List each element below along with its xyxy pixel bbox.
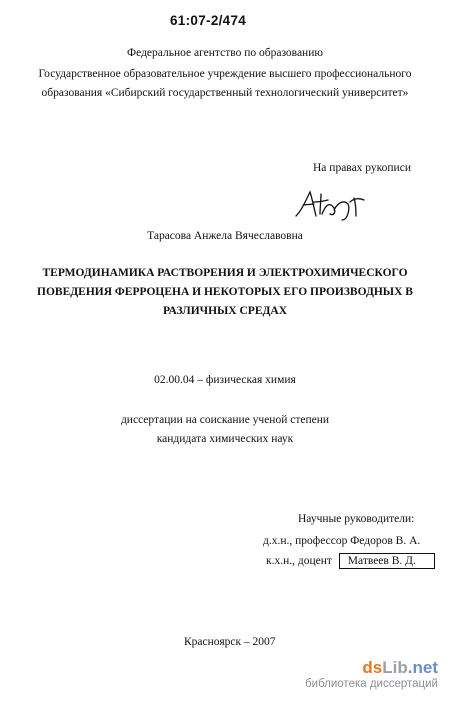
reference-number: 61:07-2/474 [170,13,247,28]
watermark-subtitle: библиотека диссертаций [305,678,438,690]
watermark [305,659,438,691]
supervisors-label: Научные руководители: [298,513,415,525]
title-line: РАЗЛИЧНЫХ СРЕДАХ [162,305,288,317]
institution-line-2: образования «Сибирский государственный технологический университет» [41,87,409,99]
title-line: ПОВЕДЕНИЯ ФЕРРОЦЕНА И НЕКОТОРЫХ ЕГО ПРОИЗВОДНЫХ В [37,286,413,298]
degree-line: кандидата химических наук [156,433,294,445]
city-year: Красноярск – 2007 [184,636,276,648]
author-name: Тарасова Анжела Вячеславовна [147,230,303,242]
supervisor-1: д.х.н., профессор Федоров В. А. [263,535,421,547]
handwritten-signature [290,186,374,222]
supervisor-2 [266,553,435,569]
agency-line: Федеральное агентство по образованию [127,47,323,59]
dissertation-line: диссертации на соискание ученой степени [120,414,330,426]
institution-line-1: Государственное образовательное учреждение высшего профессионального [38,68,412,80]
manuscript-rights-label: На правах рукописи [313,162,411,174]
dissertation-title [30,264,420,321]
watermark-logo: dsLib.net [362,658,438,677]
specialty-code: 02.00.04 – физическая химия [154,374,296,386]
supervisor-2-title: к.х.н., доцент [266,555,332,567]
title-line: ТЕРМОДИНАМИКА РАСТВОРЕНИЯ И ЭЛЕКТРОХИМИЧЕСКОГО [42,267,408,279]
supervisor-2-name-box: Матвеев В. Д. [339,553,435,569]
